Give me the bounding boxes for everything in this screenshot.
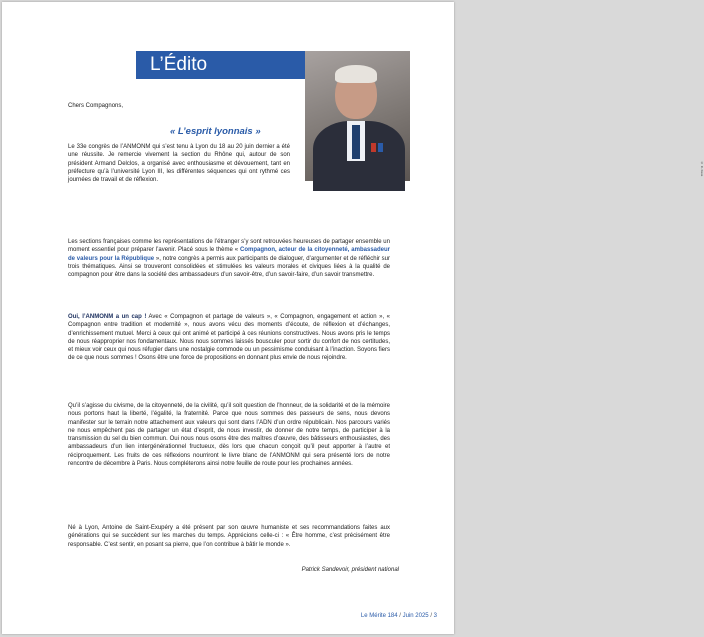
salutation: Chers Compagnons,	[68, 103, 124, 109]
page-footer: Le Mérite 184 / Juin 2025 / 3	[360, 613, 437, 619]
issue-date: Juin 2025	[402, 613, 429, 619]
page-title: L’Édito	[150, 54, 208, 75]
cap-statement: Oui, l’ANMONM a un cap !	[68, 314, 147, 320]
paragraph-5: Né à Lyon, Antoine de Saint-Exupéry a été présent par son œuvre humaniste et ses recommandations faites aux générations qui se succèdent sur les marches du temps. Apprécions celle-ci : « Être homme, c’est précisément être responsable. C’est sentir, en posant sa pierre, que l’on contribue à bâtir le monde ».	[68, 525, 390, 548]
magazine-name: Le Mérite 184	[360, 613, 398, 619]
author-photo	[305, 51, 704, 181]
page-number: 3	[433, 613, 437, 619]
medal-icon	[371, 143, 376, 152]
paragraph-2: Les sections françaises comme les représentations de l’étranger s’y sont retrouvées heureuses de partager ensemble un moment essentiel pour préparer l’avenir. Placé sous le thème « Compagnon, acteur de la citoyenneté, ambassadeur de valeurs pour la République », notre congrès a permis aux participants de dialoguer, d’argumenter et de réfléchir sur trois thématiques. Ainsi se trouveront consolidées et stimulées les valeurs morales et civiques liées à la qualité de compagnon pour être dans la société des ambassadeurs d’un savoir-être, d’un savoir-faire, d’un savoir transmettre.	[68, 239, 391, 279]
medal-icon	[378, 143, 383, 152]
page	[2, 2, 704, 634]
signature: Patrick Sandevoir, président national	[301, 567, 399, 573]
paragraph-3: Oui, l’ANMONM a un cap ! Avec « Compagnon et partage de valeurs », « Compagnon, engagement et action », « Compagnon entre tradition et modernité », nous avons vécu des moments d’écoute, de réflexion et d’échanges, d’enrichissement mutuel. Merci à ceux qui ont animé et participé à ces réunions constructives. Nous avons pris le temps de nous réapproprier nos fondamentaux. Nous nous sommes laissés bousculer pour sortir du confort de nos certitudes, et mieux voir ceux qui nous réfugier dans une nostalgie commode ou un pessimisme conduisant à l’inaction. Soyons fiers de ce que nous sommes ! Osons être une force de propositions en donnant plus envie de nous rejoindre.	[68, 314, 390, 362]
paragraph-4: Qu’il s’agisse du civisme, de la citoyenneté, de la civilité, qu’il soit question de l’honneur, de la solidarité et de la mémoire nous portons haut la liberté, l’égalité, la fraternité. Parce que nous sommes des passeurs de sens, nous devons manifester sur le terrain notre attachement aux valeurs qui sont dans l’ADN d’un ordre républicain. Nos parcours variés ne nous empêchent pas de partager un état d’esprit, de nous investir, de donner de notre temps, de participer à la transmission du sel du bien commun. Oui nous nous osons être des maîtres d’œuvre, des bâtisseurs enthousiastes, des ambassadeurs d’un lien intergénérationnel fructueux, dès lors que chacun conçoit qu’il peut apporter à l’autre et réciproquement. Les fruits de ces réflexions nourriront le livre blanc de l’ANMONM qui sera présenté lors de notre rencontre de décembre à Paris. Nous compléterons ainsi notre feuille de route pour les prochaines années.	[68, 403, 390, 468]
photo-credit: © C. Feve	[700, 161, 704, 177]
paragraph-1: Le 33e congrès de l’ANMONM qui s’est tenu à Lyon du 18 au 20 juin dernier a été une réussite. Je remercie vivement la section du Rhône qui, autour de son président Armand Delclos, a organisé avec enthousiasme et dévouement, tant en préfecture qu’à l’université Lyon III, les différentes séquences qui ont rythmé ces journées de travail et de réflexion.	[68, 144, 290, 184]
congress-theme: Compagnon, acteur de la citoyenneté, ambassadeur de valeurs pour la République	[68, 247, 390, 262]
article-title: « L’esprit lyonnais »	[170, 126, 261, 137]
